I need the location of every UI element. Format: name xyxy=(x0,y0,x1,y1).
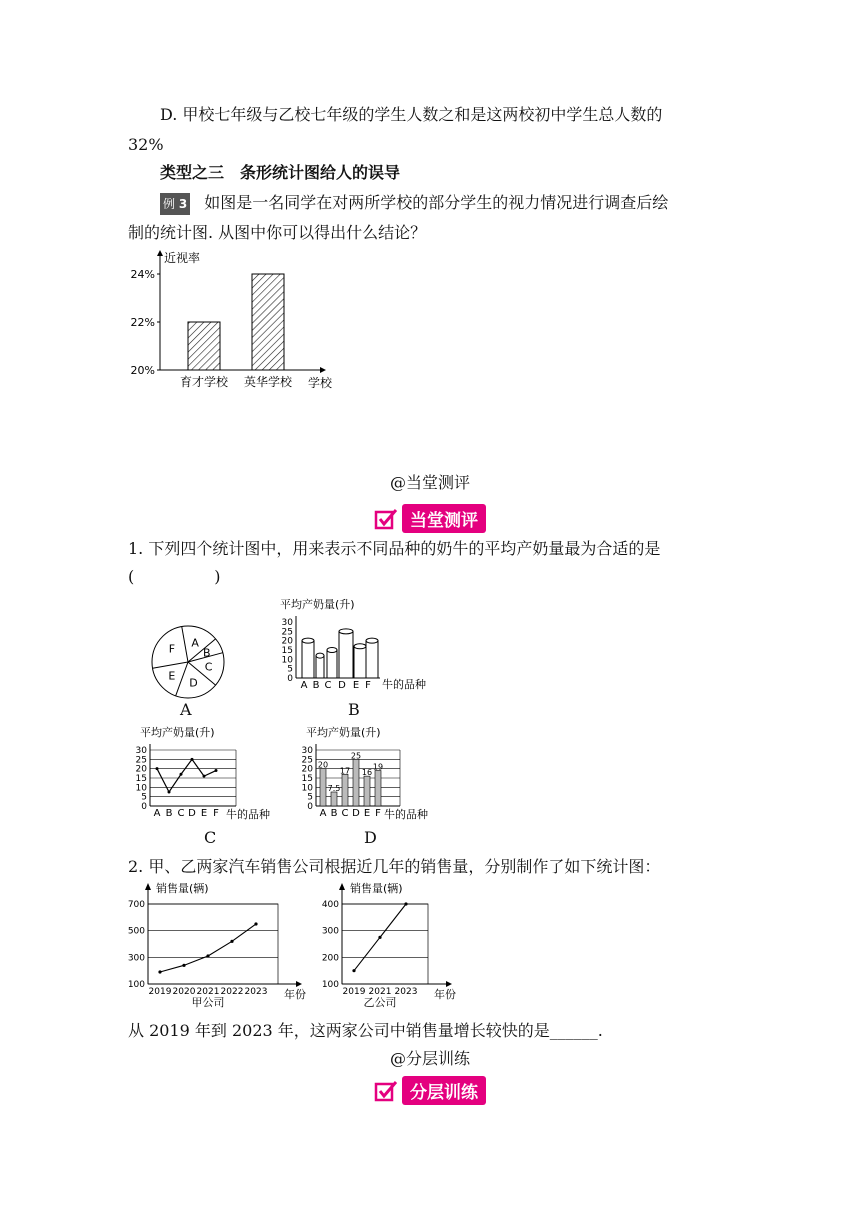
y-tick-label: 30 xyxy=(135,746,147,756)
test-banner xyxy=(0,504,860,535)
train-banner-text: 分层训练 xyxy=(402,1076,486,1105)
pie-slice-label: B xyxy=(202,646,211,660)
y-axis-label: 销售量(辆) xyxy=(350,882,403,895)
y-tick-label: 5 xyxy=(307,792,313,803)
data-label: 17 xyxy=(339,766,351,776)
series-point xyxy=(182,964,185,967)
option-d-line1: D. 甲校七年级与乙校七年级的学生人数之和是这两校初中学生总人数的 xyxy=(160,105,663,124)
option-c-chart xyxy=(128,724,293,829)
y-tick-label: 0 xyxy=(141,802,147,812)
q2-answer-line: 从 2019 年到 2023 年，这两家公司中销售量增长较快的是______. xyxy=(128,1021,603,1040)
x-axis-arrow xyxy=(446,981,452,987)
plot-frame xyxy=(148,904,278,984)
cylinder-body xyxy=(302,641,314,678)
check-box-icon xyxy=(374,1079,398,1103)
y-tick-label: 25 xyxy=(281,627,293,638)
pie-slice-label: D xyxy=(189,676,198,690)
q1-line1: 1. 下列四个统计图中，用来表示不同品种的奶牛的平均产奶量最为合适的是 xyxy=(128,539,661,558)
x-axis-arrow xyxy=(296,981,302,987)
y-tick-label: 100 xyxy=(321,980,339,990)
x-axis-label: 牛的品种 xyxy=(382,678,426,691)
x-tick-label: F xyxy=(375,808,381,819)
series-point xyxy=(156,767,159,770)
x-tick-label: D xyxy=(338,680,346,691)
check-box-icon xyxy=(374,507,398,531)
cylinder-body xyxy=(366,641,378,678)
y-tick-label: 30 xyxy=(281,618,293,628)
x-axis-label: 年份 xyxy=(434,988,456,1001)
pie-slice-label: E xyxy=(168,669,176,683)
x-tick-label: 2020 xyxy=(172,987,196,997)
x-tick-label: 2021 xyxy=(196,987,220,997)
pie-slice-label: A xyxy=(191,636,199,650)
x-axis-arrow xyxy=(320,367,326,373)
series-point xyxy=(206,954,209,957)
bar xyxy=(331,792,337,806)
y-tick-label: 200 xyxy=(321,953,339,964)
y-axis-label: 近视率 xyxy=(164,251,201,265)
series-point xyxy=(352,969,355,972)
y-axis-arrow xyxy=(157,250,163,256)
cylinder-top xyxy=(302,638,314,643)
y-tick-label: 10 xyxy=(135,783,147,794)
data-label: 16 xyxy=(361,768,373,778)
example-line2: 制的统计图. 从图中你可以得出什么结论？ xyxy=(128,223,427,242)
cylinder-top xyxy=(316,653,324,658)
yi-chart xyxy=(312,880,462,1010)
x-axis-label: 年份 xyxy=(284,988,306,1001)
x-axis-label: 牛的品种 xyxy=(384,808,428,821)
series-point xyxy=(203,775,206,778)
x-tick-label: F xyxy=(365,680,371,691)
x-tick-label: 2022 xyxy=(220,987,244,997)
series-point xyxy=(404,902,407,905)
cylinder-body xyxy=(354,646,366,678)
y-tick-label: 5 xyxy=(141,792,147,803)
x-tick-label: C xyxy=(177,808,185,819)
q1-line2: ( ) xyxy=(128,567,221,586)
series-point xyxy=(378,936,381,939)
test-banner-text: 当堂测评 xyxy=(402,504,486,533)
x-tick-label: 2019 xyxy=(342,987,366,997)
y-axis-arrow xyxy=(339,883,345,890)
example-line1: 例 3 如图是一名同学在对两所学校的部分学生的视力情况进行调查后绘 xyxy=(160,192,668,215)
x-tick-label: 2023 xyxy=(244,987,268,997)
y-tick-label: 15 xyxy=(135,774,147,784)
x-tick-label: C xyxy=(341,808,349,819)
y-axis-label: 平均产奶量(升) xyxy=(306,726,381,739)
pie-slice-label: C xyxy=(204,660,213,674)
x-tick-label: 英华学校 xyxy=(243,375,293,389)
y-tick-label: 700 xyxy=(127,900,145,910)
series-point xyxy=(191,758,194,761)
jia-chart xyxy=(126,880,306,1010)
q2-line1: 2. 甲、乙两家汽车销售公司根据近几年的销售量，分别制作了如下统计图： xyxy=(128,857,661,876)
bar xyxy=(320,769,326,806)
x-tick-label: A xyxy=(153,808,161,819)
train-banner xyxy=(0,1076,860,1107)
x-tick-label: D xyxy=(188,808,196,819)
test-anchor: @当堂测评 xyxy=(389,473,470,492)
x-tick-label: 2023 xyxy=(394,987,418,997)
x-tick-label: D xyxy=(352,808,360,819)
y-tick-label: 100 xyxy=(127,980,145,990)
x-tick-label: A xyxy=(319,808,327,819)
y-tick-label: 15 xyxy=(301,774,313,784)
pie-slice-label: F xyxy=(168,642,176,656)
y-tick-label: 20 xyxy=(281,636,293,647)
series-point xyxy=(158,970,161,973)
y-tick-label: 15 xyxy=(281,646,293,656)
option-a-pie xyxy=(148,622,228,702)
x-tick-label: B xyxy=(165,808,173,819)
option-d-chart xyxy=(296,724,446,829)
cylinder-body xyxy=(327,650,337,678)
y-tick-label: 400 xyxy=(321,900,339,910)
x-tick-label: E xyxy=(363,808,371,819)
y-tick-label: 25 xyxy=(301,755,313,766)
y-tick-label: 0 xyxy=(307,802,313,812)
section3-title: 类型之三 条形统计图给人的误导 xyxy=(160,163,401,182)
y-tick-label: 22% xyxy=(130,316,155,329)
x-axis-label: 牛的品种 xyxy=(226,808,270,821)
y-tick-label: 20 xyxy=(301,764,313,775)
y-axis-arrow xyxy=(145,883,151,890)
train-anchor: @分层训练 xyxy=(389,1049,470,1068)
data-label: 19 xyxy=(372,762,384,772)
cylinder-top xyxy=(366,638,378,643)
bar xyxy=(364,776,370,806)
x-tick-label: F xyxy=(213,808,219,819)
y-tick-label: 10 xyxy=(281,655,293,666)
example-badge: 例 3 xyxy=(160,193,190,215)
cylinder-top xyxy=(327,648,337,653)
x-tick-label: C xyxy=(324,680,332,691)
y-axis-label: 销售量(辆) xyxy=(156,882,209,895)
series-point xyxy=(230,940,233,943)
data-label: 7.5 xyxy=(327,784,341,793)
x-tick-label: E xyxy=(200,808,208,819)
y-tick-label: 0 xyxy=(287,674,293,684)
caption-a: A xyxy=(180,700,192,719)
y-tick-label: 20% xyxy=(130,364,155,377)
cylinder-top xyxy=(354,644,366,649)
cylinder-body xyxy=(316,656,324,678)
x-tick-label: E xyxy=(352,680,360,691)
y-tick-label: 5 xyxy=(287,664,293,675)
y-tick-label: 30 xyxy=(301,746,313,756)
cylinder-body xyxy=(339,631,353,678)
y-tick-label: 20 xyxy=(135,764,147,775)
bar xyxy=(375,771,381,806)
caption-c: C xyxy=(204,828,217,847)
y-axis-label: 平均产奶量(升) xyxy=(140,726,215,739)
chart-caption: 甲公司 xyxy=(191,996,225,1009)
caption-b: B xyxy=(348,700,360,719)
myopia-chart xyxy=(120,250,340,395)
x-tick-label: B xyxy=(330,808,338,819)
y-tick-label: 10 xyxy=(301,783,313,794)
y-tick-label: 300 xyxy=(321,926,339,937)
y-tick-label: 24% xyxy=(130,268,155,281)
bar xyxy=(252,274,284,370)
y-tick-label: 300 xyxy=(127,953,145,964)
cylinder-top xyxy=(339,629,353,634)
x-axis-label: 学校 xyxy=(308,376,333,390)
caption-d: D xyxy=(364,828,377,847)
series-point xyxy=(254,922,257,925)
chart-caption: 乙公司 xyxy=(363,996,397,1009)
series-point xyxy=(180,773,183,776)
series-point xyxy=(168,791,171,794)
option-d-line2: 32% xyxy=(128,135,164,154)
data-label: 20 xyxy=(317,760,329,770)
y-axis-label: 平均产奶量(升) xyxy=(280,598,355,611)
bar xyxy=(342,774,348,806)
data-label: 25 xyxy=(350,751,362,761)
x-tick-label: 2021 xyxy=(368,987,392,997)
x-tick-label: 育才学校 xyxy=(179,375,229,389)
x-tick-label: 2019 xyxy=(148,987,172,997)
plot-frame xyxy=(342,904,428,984)
option-b-chart xyxy=(270,596,440,701)
bar xyxy=(353,759,359,806)
series-line xyxy=(160,924,256,972)
x-tick-label: B xyxy=(312,680,320,691)
y-tick-label: 500 xyxy=(127,926,145,937)
series-point xyxy=(215,769,218,772)
x-tick-label: A xyxy=(300,680,308,691)
y-tick-label: 25 xyxy=(135,755,147,766)
bar xyxy=(188,322,220,370)
